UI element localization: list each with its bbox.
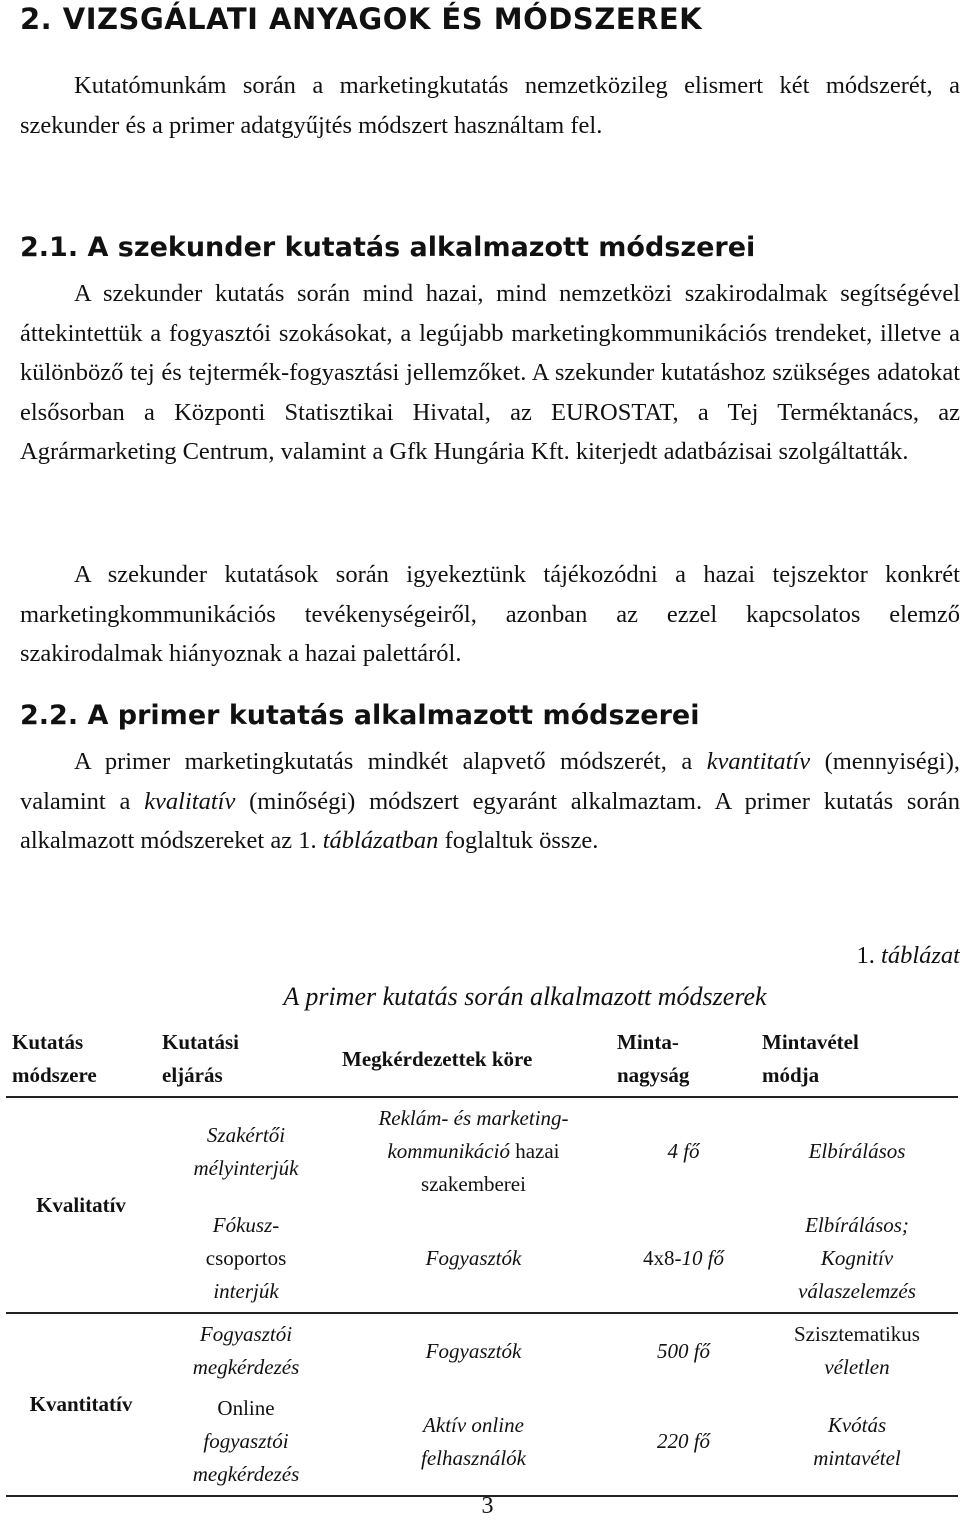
respondents-cell: Aktív online felhasználók [336, 1388, 611, 1496]
header-respondents: Megkérdezettek köre [336, 1022, 611, 1097]
table-reference: táblázatban [322, 827, 439, 854]
table-row [6, 1313, 958, 1388]
header-sample-size: Minta- nagyság [611, 1022, 756, 1097]
procedure-cell: Online fogyasztói megkérdezés [156, 1388, 336, 1496]
sample-size-cell: 4x8-10 fő [611, 1205, 756, 1313]
section-2-1-paragraph-2: A szekunder kutatások során igyekeztünk tájékozódni a hazai tejszektor konkrét marketingkommunikációs tevékenységeiről, azonban az ezzel kapcsolatos elemző szakirodalmak hiányoznak a hazai palettáról. [20, 561, 960, 667]
sample-size-cell: 220 fő [611, 1388, 756, 1496]
table-row [6, 1097, 958, 1205]
chapter-heading: 2. VIZSGÁLATI ANYAGOK ÉS MÓDSZEREK [20, 2, 703, 36]
intro-paragraph: Kutatómunkám során a marketingkutatás nemzetközileg elismert két módszerét, a szekunder és a primer adatgyűjtés módszert használtam fel. [20, 72, 960, 139]
table-number [857, 942, 960, 970]
section-2-2-heading: 2.2. A primer kutatás alkalmazott módszerei [20, 700, 700, 731]
page-number: 3 [481, 1493, 494, 1519]
group-qualitative: Kvalitatív [6, 1097, 156, 1313]
text-run: foglaltuk össze. [438, 827, 599, 854]
table-number-word: táblázat [881, 942, 960, 969]
text-run: (mennyiségi), valamint a [20, 748, 960, 815]
header-method: Kutatás módszere [6, 1022, 156, 1097]
section-2-2-paragraph [20, 742, 960, 861]
section-2-1-paragraph-1: A szekunder kutatás során mind hazai, mind nemzetközi szakirodalmak segítségével áttekintettük a fogyasztói szokásokat, a legújabb marketingkommunikációs trendeket, illetve a különböző tej és tejtermék-fogyasztási jellemzőket. A szekunder kutatáshoz szükséges adatokat elsősorban a Központi Statisztikai Hivatal, az EUROSTAT, a Tej Terméktanács, az Agrármarketing Centrum, valamint a Gfk Hungária Kft. kiterjedt adatbázisai szolgáltatták. [20, 280, 960, 465]
table-number-digit: 1. [856, 942, 882, 969]
group-quantitative: Kvantitatív [6, 1313, 156, 1496]
respondents-cell: Fogyasztók [425, 1338, 522, 1363]
term-kvantitativ: kvantitatív [706, 748, 811, 775]
sampling-cell: Szisztematikus véletlen [794, 1322, 920, 1379]
section-2-1-heading: 2.1. A szekunder kutatás alkalmazott módszerei [20, 232, 756, 263]
header-procedure: Kutatási eljárás [156, 1022, 336, 1097]
term-kvalitativ: kvalitatív [144, 787, 236, 815]
procedure-cell: Fogyasztói megkérdezés [192, 1322, 300, 1379]
text-run: A primer marketingkutatás mindkét alapvető módszerét, a [74, 748, 707, 775]
sample-size-cell: 500 fő [656, 1338, 711, 1363]
sampling-cell: Elbírálásos [808, 1139, 906, 1163]
sampling-cell: Elbírálásos; Kognitív válaszelemzés [756, 1205, 958, 1313]
sampling-cell: Kvótás mintavétel [756, 1388, 958, 1496]
header-sampling: Mintavétel módja [756, 1022, 958, 1097]
respondents-cell: Reklám- és marketing- kommunikáció hazai szakemberei [378, 1106, 569, 1196]
text-run: (minőségi) módszert egyaránt alkalmaztam. A primer kutatás során alkalmazott módszereket az 1. [20, 787, 960, 854]
procedure-cell: Fókusz- csoportos interjúk [156, 1205, 336, 1313]
methods-table [6, 1022, 958, 1497]
sample-size-cell: 4 fő [667, 1139, 700, 1163]
procedure-cell: Szakértői mélyinterjúk [193, 1122, 299, 1180]
table-header-row [6, 1022, 958, 1097]
table-title: A primer kutatás során alkalmazott módszerek [283, 982, 767, 1011]
respondents-cell: Fogyasztók [336, 1205, 611, 1313]
